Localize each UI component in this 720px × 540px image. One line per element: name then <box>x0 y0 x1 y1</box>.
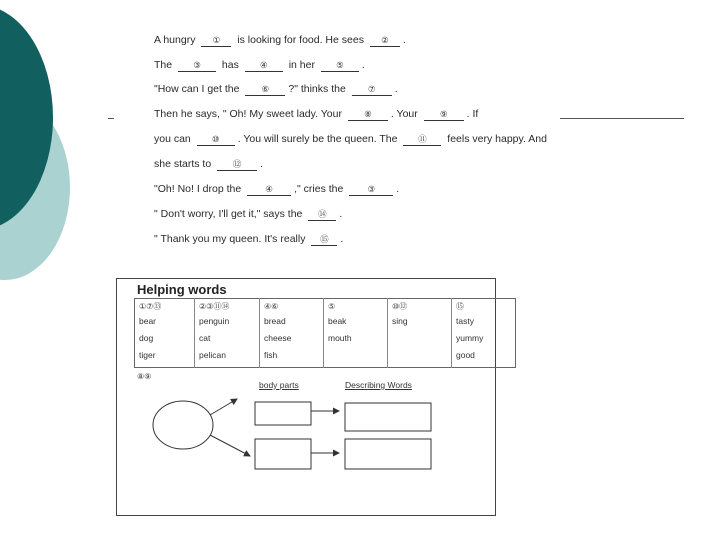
answer-line <box>560 118 684 119</box>
helping-word: yummy <box>456 333 484 343</box>
story-text: she starts to <box>154 158 215 170</box>
diagram-numbers: ⑧⑨ <box>137 372 152 381</box>
answer-blank: ⑤ <box>321 60 359 72</box>
describing-box-2 <box>345 439 431 469</box>
answer-blank: ① <box>201 35 231 47</box>
helping-word: fish <box>264 350 278 360</box>
helping-words-title: Helping words <box>137 282 227 297</box>
body-part-box-2 <box>255 439 311 469</box>
answer-blank: ⑧ <box>348 109 388 121</box>
story-line <box>154 233 343 253</box>
helping-word: sing <box>392 316 408 326</box>
answer-blank: ⑥ <box>245 84 285 96</box>
margin-line <box>108 118 114 119</box>
column-numbers: ⑮ <box>456 302 464 311</box>
story-text: in her <box>285 59 318 71</box>
story-text: . <box>394 83 398 95</box>
story-text: . <box>339 208 343 220</box>
story-line <box>154 59 365 79</box>
animal-oval <box>153 401 213 449</box>
story-line <box>154 208 342 228</box>
story-text: "Oh! No! I drop the <box>154 183 245 195</box>
helping-word: tasty <box>456 316 474 326</box>
story-text: . You will surely be the queen. The <box>237 133 401 145</box>
column-numbers: ④⑥ <box>264 302 279 311</box>
story-text: ?" thinks the <box>288 83 349 95</box>
answer-blank: ⑫ <box>217 159 257 171</box>
story-text: A hungry <box>154 34 199 46</box>
arrow-lower <box>210 435 250 456</box>
arrow-upper <box>210 399 237 415</box>
answer-blank: ④ <box>247 184 291 196</box>
helping-words-box <box>116 278 496 516</box>
story-text: feels very happy. And <box>444 133 547 145</box>
story-text: . <box>340 233 344 245</box>
helping-word: tiger <box>139 350 156 360</box>
body-part-box-1 <box>255 402 311 425</box>
story-text: you can <box>154 133 194 145</box>
body-parts-label: body parts <box>259 380 299 390</box>
answer-blank: ⑮ <box>311 234 337 246</box>
story-text: . If <box>466 108 479 120</box>
helping-word: beak <box>328 316 347 326</box>
answer-blank: ⑨ <box>424 109 464 121</box>
story-text: . <box>260 158 264 170</box>
answer-blank: ⑭ <box>308 209 336 221</box>
story-text: " Don't worry, I'll get it," says the <box>154 208 306 220</box>
story-text: " Thank you my queen. It's really <box>154 233 309 245</box>
column-numbers: ②③⑪⑭ <box>199 302 230 311</box>
answer-blank: ⑦ <box>352 84 392 96</box>
describing-words-label: Describing Words <box>345 380 412 390</box>
story-line <box>154 108 478 128</box>
story-text: ," cries the <box>294 183 347 195</box>
story-text: The <box>154 59 176 71</box>
answer-blank: ② <box>370 35 400 47</box>
helping-word: cheese <box>264 333 292 343</box>
story-line <box>154 183 399 203</box>
story-line <box>154 158 263 178</box>
answer-blank: ④ <box>245 60 283 72</box>
column-numbers: ⑩⑫ <box>392 302 408 311</box>
describing-box-1 <box>345 403 431 431</box>
helping-word: bread <box>264 316 286 326</box>
concept-diagram <box>117 279 495 515</box>
helping-word: mouth <box>328 333 352 343</box>
story-text: . <box>396 183 400 195</box>
helping-word: dog <box>139 333 154 343</box>
column-numbers: ①⑦⑬ <box>139 302 162 311</box>
story-text: is looking for food. He sees <box>234 34 367 46</box>
helping-word: penguin <box>199 316 230 326</box>
story-line <box>154 83 398 103</box>
story-line <box>154 133 547 153</box>
story-text: "How can I get the <box>154 83 243 95</box>
answer-blank: ③ <box>178 60 216 72</box>
story-line <box>154 34 406 54</box>
answer-blank: ③ <box>349 184 393 196</box>
helping-word: bear <box>139 316 157 326</box>
story-text: has <box>219 59 242 71</box>
answer-blank: ⑩ <box>197 134 235 146</box>
story-text: Then he says, " Oh! My sweet lady. Your <box>154 108 345 120</box>
answer-blank: ⑪ <box>403 134 441 146</box>
helping-word: good <box>456 350 475 360</box>
helping-word: pelican <box>199 350 226 360</box>
helping-word: cat <box>199 333 211 343</box>
story-text: . <box>361 59 365 71</box>
column-numbers: ⑤ <box>328 302 336 311</box>
story-text: . <box>402 34 406 46</box>
story-text: . Your <box>390 108 421 120</box>
